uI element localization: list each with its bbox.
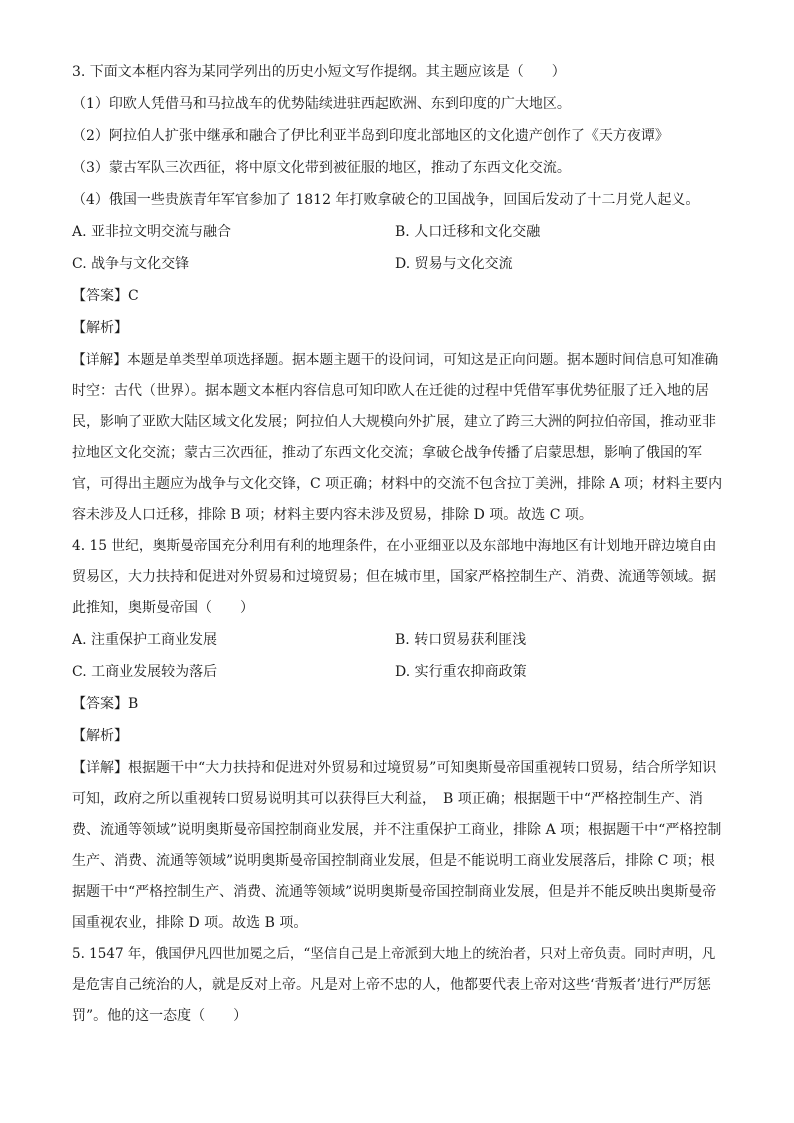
q4-answer: 【答案】B: [72, 696, 139, 712]
q4-option-c: C. 工商业发展较为落后: [72, 664, 218, 680]
q3-item-4: （4）俄国一些贵族青年军官参加了 1812 年打败拿破仑的卫国战争，回国后发动了十二月党人起义。: [72, 192, 700, 208]
q3-detail-line-2: 时空：古代（世界）。据本题文本框内容信息可知印欧人在迁徙的过程中凭借军事优势征服了迁入地的居: [72, 383, 709, 399]
q3-detail-line-1: 【详解】本题是单类型单项选择题。据本题主题干的设问词，可知这是正向问题。据本题时间信息可知准确: [72, 352, 719, 368]
q3-detail-line-3: 民，影响了亚欧大陆区域文化发展；阿拉伯人大规模向外扩展，建立了跨三大洲的阿拉伯帝国，推动亚非: [72, 414, 716, 430]
q5-stem-line-1: 5. 1547 年，俄国伊凡四世加冕之后，“坚信自己是上帝派到大地上的统治者，只对上帝负责。同时声明，凡: [72, 946, 716, 962]
q4-detail-line-4: 生产、消费、流通等领域”说明奥斯曼帝国控制商业发展，但是不能说明工商业发展落后，排除 C 项；根: [72, 853, 715, 869]
q5-stem-line-2: 是危害自己统治的人，就是反对上帝。凡是对上帝不忠的人，他都要代表上帝对这些‘背叛者’进行严厉惩: [72, 977, 711, 993]
q3-detail-line-6: 容未涉及人口迁移，排除 B 项；材料主要内容未涉及贸易，排除 D 项。故选 C 项。: [72, 507, 593, 523]
q3-option-c: C. 战争与文化交锋: [72, 256, 190, 272]
q4-detail-line-6: 国重视农业，排除 D 项。故选 B 项。: [72, 915, 308, 931]
q4-detail-line-1: 【详解】根据题干中“大力扶持和促进对外贸易和过境贸易”可知奥斯曼帝国重视转口贸易，结合所学知识: [72, 760, 717, 776]
q3-item-3: （3）蒙古军队三次西征，将中原文化带到被征服的地区，推动了东西文化交流。: [72, 160, 571, 176]
q4-option-d: D. 实行重农抑商政策: [395, 664, 527, 680]
q3-option-b: B. 人口迁移和文化交融: [395, 224, 541, 240]
q5-stem-line-3: 罚”。他的这一态度（ ）: [72, 1008, 248, 1024]
q3-detail-line-5: 官，可得出主题应为战争与文化交锋，C 项正确；材料中的交流不包含拉丁美洲，排除 A 项；材料主要内: [72, 476, 723, 492]
q4-stem-line-3: 此推知，奥斯曼帝国（ ）: [72, 600, 254, 616]
q3-option-a: A. 亚非拉文明交流与融合: [72, 224, 232, 240]
q3-detail-line-4: 拉地区文化交流；蒙古三次西征，推动了东西文化交流；拿破仑战争传播了启蒙思想，影响了俄国的军: [72, 445, 702, 461]
q4-stem-line-1: 4. 15 世纪，奥斯曼帝国充分利用有利的地理条件，在小亚细亚以及东部地中海地区有计划地开辟边境自由: [72, 538, 717, 554]
q3-item-2: （2）阿拉伯人扩张中继承和融合了伊比利亚半岛到印度北部地区的文化遗产创作了《天方夜谭》: [72, 128, 669, 144]
q4-detail-line-2: 可知，政府之所以重视转口贸易说明其可以获得巨大利益， B 项正确；根据题干中“严格控制生产、消: [72, 791, 703, 807]
q4-stem-line-2: 贸易区，大力扶持和促进对外贸易和过境贸易；但在城市里，国家严格控制生产、消费、流通等领域。据: [72, 569, 716, 585]
q4-analysis-label: 【解析】: [72, 728, 128, 744]
q4-option-b: B. 转口贸易获利匪浅: [395, 632, 527, 648]
q3-stem: 3. 下面文本框内容为某同学列出的历史小短文写作提纲。其主题应该是（ ）: [72, 64, 566, 80]
q3-option-d: D. 贸易与文化交流: [395, 256, 513, 272]
q3-answer: 【答案】C: [72, 288, 139, 304]
q3-analysis-label: 【解析】: [72, 320, 128, 336]
q3-item-1: （1）印欧人凭借马和马拉战车的优势陆续进驻西起欧洲、东到印度的广大地区。: [72, 96, 571, 112]
q4-detail-line-5: 据题干中“严格控制生产、消费、流通等领域”说明奥斯曼帝国控制商业发展，但是并不能反映出奥斯曼帝: [72, 884, 717, 900]
q4-option-a: A. 注重保护工商业发展: [72, 632, 218, 648]
q4-detail-line-3: 费、流通等领域”说明奥斯曼帝国控制商业发展，并不注重保护工商业，排除 A 项；根据题干中“严格控制: [72, 822, 722, 838]
